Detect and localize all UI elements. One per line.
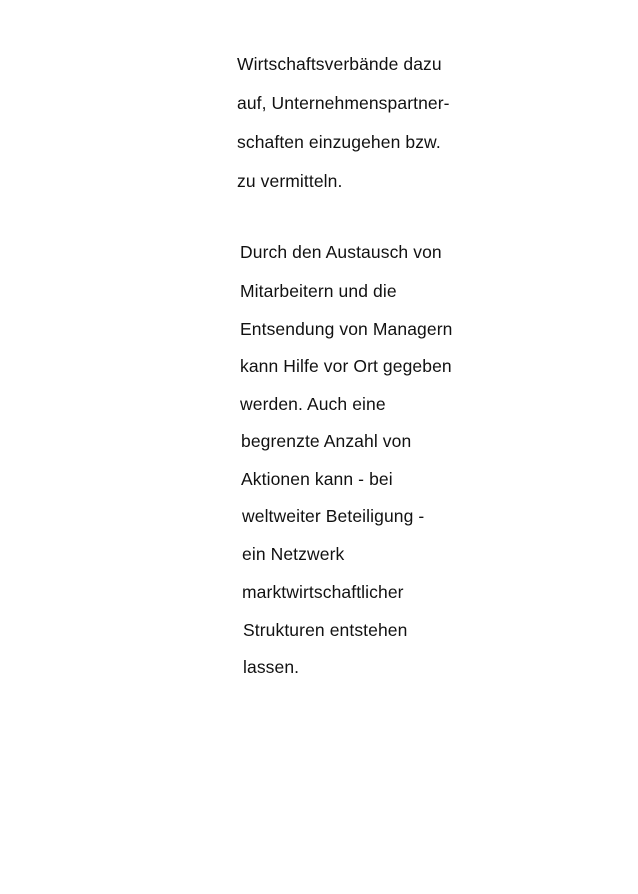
text-line: ein Netzwerk [242, 544, 345, 564]
text-line: Strukturen entstehen [243, 620, 408, 640]
text-line: begrenzte Anzahl von [241, 431, 412, 451]
text-line: Aktionen kann - bei [241, 469, 393, 489]
text-line: weltweiter Beteiligung - [242, 506, 425, 526]
text-line: marktwirtschaftlicher [242, 582, 404, 602]
text-line: schaften einzugehen bzw. [237, 132, 441, 152]
text-line: Durch den Austausch von [240, 242, 442, 262]
text-line: kann Hilfe vor Ort gegeben [240, 356, 452, 376]
text-line: Wirtschaftsverbände dazu [237, 54, 442, 74]
text-line: auf, Unternehmenspartner- [237, 93, 450, 113]
text-line: Entsendung von Managern [240, 319, 453, 339]
text-line: zu vermitteln. [237, 171, 343, 191]
text-line: lassen. [243, 657, 300, 677]
text-line: Mitarbeitern und die [240, 281, 397, 301]
text-line: werden. Auch eine [240, 394, 386, 414]
